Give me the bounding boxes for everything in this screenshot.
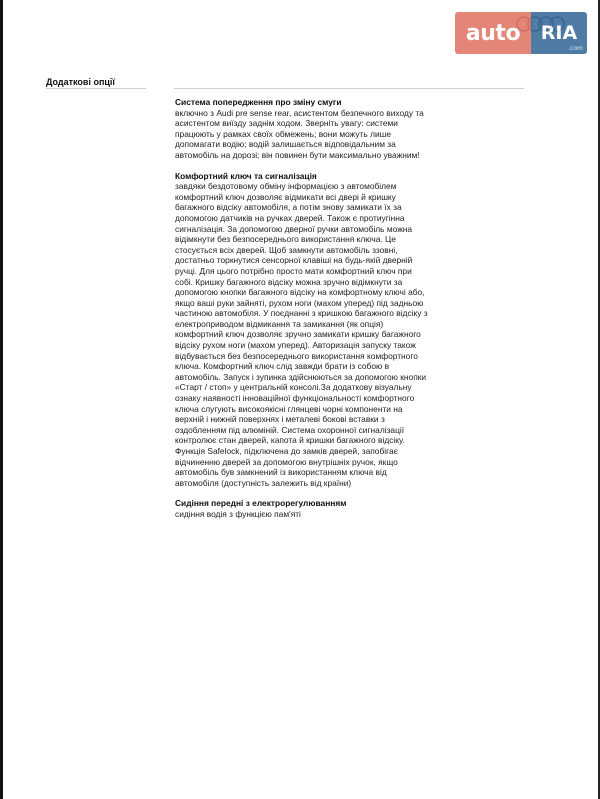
- watermark-suffix: .com: [568, 45, 583, 52]
- option-title: Комфортний ключ та сигналізація: [175, 170, 317, 181]
- option-block-comfort-key: [175, 171, 430, 489]
- option-block-lane-change: [175, 97, 430, 161]
- option-description: завдяки бездотовому обміну інформацією з автомобілем комфортний ключ дозволяє відмикати всі двері й кришку багажного відсіку автомобіля, а потім знову замикати їх за допомогою датчиків на ручках дверей. Також є протиугінна сигналізація. За допомогою дверної ручки автомобіль можна відімкнути без безпосереднього використання ключа. Це стосується всіх дверей. Щоб замкнути автомобіль ззовні, достатньо торкнутися сенсорної клавіші на будь-якій дверній ручці. Для цього потрібно просто мати комфортний ключ при собі. Кришку багажного відсіку можна зручно відімкнути за допомогою кнопки багажного відсіку на комфортному ключі або, якщо ваші руки зайняті, рухом ноги (махом уперед) під задньою частиною автомобіля. У поєднанні з кришкою багажного відсіку з електроприводом відмикання та замикання (як опція) комфортний ключ дозволяє зручно замикати кришку багажного відсіку рухом ноги (махом уперед). Авторизація запуску також відбувається без безпосереднього використання комфортного ключа. Комфортний ключ слід завжди брати із собою в автомобіль. Запуск і зупинка здійснюються за допомогою кнопки «Старт / стоп» у центральній консолі.За додатковy візуальну ознаку наявності інноваційної функціональності комфортного ключа слугують високоякісні глянцеві чорні компоненти на верхній і нижній поверхнях і металеві бокові вставки з оздобленням під алюміній. Система охоронної сигналізації контролює стан дверей, капота й кришки багажного відсіку. Функція Safelock, підключена до замків дверей, запобігає відчиненню дверей за допомогою внутрішніх ручок, якщо автомобіль був замкнений із використанням ключа від автомобіля (доступність залежить від країни): [175, 181, 428, 488]
- option-title: Система попередження про зміну смуги: [175, 97, 342, 107]
- watermark-ria: [531, 12, 587, 54]
- option-block-electric-seats: [175, 498, 430, 519]
- option-description: включно з Audi pre sense rear, асистентом безпечного виходу та асистентом виїзду заднім ходом. Зверніть увагу: системи працюють у рамках своїх обмежень; вони можуть лише допомагати водію; водій залишається відповідальним за автомобіль на дорозі; він повинен бути максимально уважним!: [175, 107, 424, 160]
- watermark-auto: auto: [455, 12, 531, 54]
- option-description: сидіння водія з функцією пам'яті: [175, 508, 301, 519]
- section-label: Додаткові опції: [46, 77, 115, 87]
- section-divider-left: [46, 88, 146, 89]
- autoria-watermark: [455, 12, 587, 54]
- watermark-ria-text: RIA: [540, 22, 578, 44]
- options-content: [175, 97, 430, 530]
- section-divider-right: [174, 88, 524, 89]
- option-title: Сидіння передні з електрорегулюванням: [175, 498, 347, 509]
- left-page-border: [0, 0, 3, 799]
